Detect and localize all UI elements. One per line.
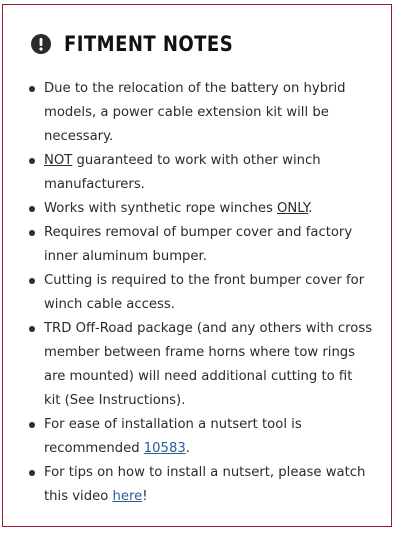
list-item xyxy=(23,149,373,197)
part-number-link[interactable]: 10583 xyxy=(143,441,186,456)
note-text: TRD Off-Road package (and any others with cross member between frame horns where tow rings are mounted) will need additional cutting to fit kit (See Instructions). xyxy=(44,321,373,408)
list-item xyxy=(23,197,373,221)
list-item xyxy=(23,461,373,509)
list-item xyxy=(23,413,373,461)
note-text-end: . xyxy=(185,441,190,456)
bullet-icon xyxy=(29,326,35,332)
panel-title: FITMENT NOTES xyxy=(64,32,234,56)
note-text: For tips on how to install a nutsert, please watch this video xyxy=(44,465,366,504)
bullet-icon xyxy=(29,230,35,236)
note-text: Requires removal of bumper cover and factory inner aluminum bumper. xyxy=(44,225,353,264)
fitment-notes-panel xyxy=(2,4,392,527)
bullet-icon xyxy=(29,278,35,284)
note-text: For ease of installation a nutsert tool is recommended xyxy=(44,417,302,456)
panel-header xyxy=(30,32,261,56)
list-item xyxy=(23,221,373,269)
note-text-end: . xyxy=(308,201,313,216)
note-text: Cutting is required to the front bumper cover for winch cable access. xyxy=(44,273,365,312)
note-emphasis: ONLY xyxy=(277,201,309,216)
fitment-notes-list xyxy=(23,77,373,509)
note-text: guaranteed to work with other winch manufacturers. xyxy=(44,153,321,192)
bullet-icon xyxy=(29,422,35,428)
bullet-icon xyxy=(29,470,35,476)
note-emphasis: NOT xyxy=(44,153,73,168)
note-text: Works with synthetic rope winches xyxy=(44,201,278,216)
list-item xyxy=(23,77,373,149)
alert-circle-icon xyxy=(30,33,52,55)
list-item xyxy=(23,317,373,413)
bullet-icon xyxy=(29,86,35,92)
list-item xyxy=(23,269,373,317)
video-link[interactable]: here xyxy=(112,489,143,504)
note-text: Due to the relocation of the battery on hybrid models, a power cable extension kit will be necessary. xyxy=(44,81,346,144)
bullet-icon xyxy=(29,158,35,164)
note-text-end: ! xyxy=(142,489,148,504)
bullet-icon xyxy=(29,206,35,212)
